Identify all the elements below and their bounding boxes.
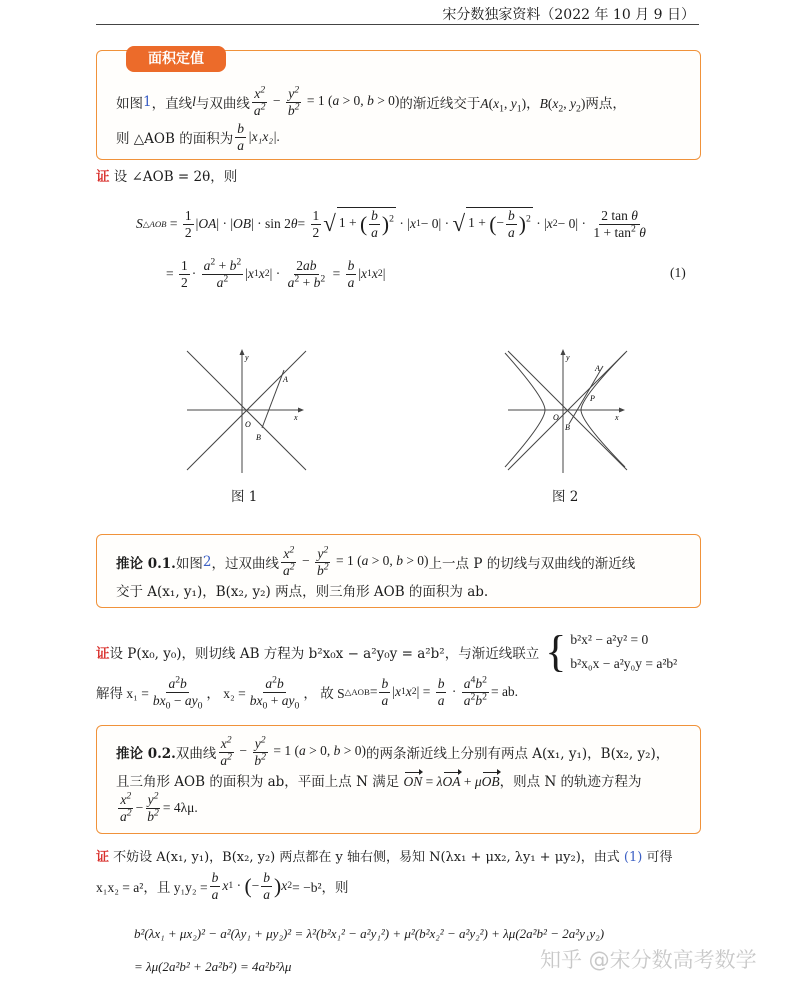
corollary-text: ，则点 N 的轨迹方程为 <box>499 774 642 790</box>
theorem-line-1 <box>116 84 696 120</box>
x-arrow <box>619 408 625 413</box>
point-b-label: B <box>256 433 261 442</box>
origin-label: O <box>553 413 559 422</box>
figure-2-caption: 图 2 <box>552 489 579 505</box>
b-over-a: $\frac{b}{a}$ <box>237 120 244 153</box>
corollary-text: 上一点 P 的切线与双曲线的渐近线 <box>428 556 636 572</box>
x-label: x <box>615 413 619 422</box>
corollary-title: 推论 0.1. <box>116 556 176 572</box>
line-symbol: l <box>192 94 196 109</box>
corollary-text: 的两条渐近线上分别有两点 A(x₁, y₁)，B(x₂, y₂)， <box>365 746 670 762</box>
theorem-text: 与双曲线 <box>195 96 250 112</box>
page-header <box>96 4 699 25</box>
theorem-text: 如图 <box>116 96 143 112</box>
proof-text: 设 P(x₀, y₀)，则切线 AB 方程为 b²x₀x − a²y₀y = a²b²，与渐近线联立 <box>109 646 540 662</box>
proof-text: = ab. <box>490 684 519 699</box>
proof-text: 可得 <box>642 850 673 865</box>
y-arrow <box>240 349 245 355</box>
proof-3-line-2: x₁x₂ = a²，且 y₁y₂ = $\frac{b}{a}$ x 1 · ( − $\frac{b}{a}$ ) x 2 = −b²，则 <box>96 869 349 902</box>
proof-text: = −b²，则 <box>292 880 349 895</box>
area-equation-line-1: S △AOB = $\frac{1}{2}$ | OA | · | OB | · sin 2 θ = $\frac{1}{2}$ √ 1 + ( $\frac{b}{a}$ )$^2$ · | x 1 − 0| · √ 1 + (− $\frac{b}{a}$ )$^2$ · | x 2 − 0| · $\frac{\text{2 tan θ}}{1 + \tan^2 \theta}$ <box>136 207 646 240</box>
box-tab <box>126 46 226 72</box>
point-a-label: A <box>595 364 600 373</box>
tangent-line <box>569 366 603 424</box>
corollary-title: 推论 0.2. <box>116 746 176 762</box>
hyperbola-equation: $\frac{x^2}{a^2}$ − $\frac{y^2}{b^2}$ = 1 (a > 0, b > 0) <box>220 734 366 768</box>
figure-ref-link[interactable]: 2 <box>202 554 212 570</box>
vector-equation: ON = λOA + μOB <box>403 774 500 789</box>
figure-ref-link[interactable]: 1 <box>143 94 152 110</box>
proof-text: 解得 x₁ = <box>96 686 149 701</box>
proof-2-line-2: 解得 x₁ = $\frac{a^2b}{bx_0 - ay_0}$ ， x₂ = $\frac{a^2b}{bx_0 + ay_0}$ ， 故 S △AOB = $\frac{b}{a}$ | x 1 x 2 | = $\frac{b}{a}$ · $\frac{a^4b^2}{a^2b^2}$ = ab. <box>96 674 519 712</box>
corollary-text: ，过双曲线 <box>211 556 279 572</box>
proof-label: 证 <box>96 850 110 865</box>
equation-system: { b²x² − a²y² = 0 b²x₀x − a²y₀y = a²b² <box>545 627 678 676</box>
proof-text: x₁x₂ = a²，且 y₁y₂ = <box>96 880 208 895</box>
system-eq-1: b²x² − a²y² = 0 <box>570 632 649 647</box>
equation-number: (1) <box>670 265 686 280</box>
points-ab: $A(x_1$, $y_1$)，$B(x_2$, $y_2$) <box>480 96 586 115</box>
y-label: y <box>245 353 249 362</box>
x-arrow <box>298 408 304 413</box>
theorem-text: 两点， <box>585 96 626 112</box>
origin-label: O <box>245 420 251 429</box>
system-eq-2: b²x₀x − a²y₀y = a²b² <box>570 656 678 671</box>
line-l <box>262 370 284 428</box>
proof-text: 设 ∠AOB = 2θ，则 <box>109 169 238 185</box>
x-label: x <box>294 413 298 422</box>
proof-text: 不妨设 A(x₁, y₁)，B(x₂, y₂) 两点都在 y 轴右侧，易知 N(λx₁ + μx₂, λy₁ + μy₂)，由式 <box>109 850 624 865</box>
theorem-text: ，直线 <box>151 96 193 112</box>
area-equation-line-2: = $\frac{1}{2}$ · $\frac{a^2 + b^2}{a^2}$ | x 1 x 2 | · $\frac{2ab}{a^2 + b^2}$ = $\frac{b}{a}$ | x 1 x 2 | <box>166 256 386 290</box>
figure-2 <box>503 348 633 478</box>
proof-text: = <box>369 684 378 699</box>
corollary-0-1-line-1 <box>116 544 696 580</box>
proof-3-line-1 <box>96 846 672 865</box>
proof-3-equation-2: = λμ(2a²b² + 2a²b²) = 4a²b²λμ <box>134 959 292 974</box>
proof-text: ， 故 S <box>303 686 345 701</box>
corollary-text: 如图 <box>175 556 203 572</box>
proof-label: 证 <box>96 169 110 185</box>
theorem-line-2 <box>116 120 696 154</box>
equation-ref-link[interactable]: (1) <box>623 850 643 865</box>
proof-text: ， x₂ = <box>206 686 246 701</box>
theorem-text: 则 △AOB 的面积为 <box>116 131 234 147</box>
corollary-0-2-line-2 <box>116 770 642 790</box>
point-b-label: B <box>565 423 570 432</box>
point-a-label: A <box>283 375 288 384</box>
corollary-0-2-line-1 <box>116 734 696 770</box>
locus-equation: = 4λμ. <box>162 800 198 815</box>
y-label: y <box>566 353 570 362</box>
theorem-text: 的渐近线交于 <box>399 96 481 112</box>
y-arrow <box>561 349 566 355</box>
proof-3-equation-1: b²(λx₁ + μx₂)² − a²(λy₁ + μy₂)² = λ²(b²x₁² − a²y₁²) + μ²(b²x₂² − a²y₂²) + λμ(2a²b² − 2a²y₁y₂) <box>134 926 605 941</box>
box-tab-label: 面积定值 <box>148 51 204 67</box>
corollary-text: 双曲线 <box>175 746 217 762</box>
figure-1-caption: 图 1 <box>231 489 258 505</box>
header-text: 宋分数独家资料（2022 年 10 月 9 日） <box>442 7 695 23</box>
corollary-0-1-line-2: 交于 A(x₁, y₁)，B(x₂, y₂) 两点，则三角形 AOB 的面积为 ab. <box>116 584 489 600</box>
zhihu-watermark: 知乎 @宋分数高考数学 <box>540 948 757 972</box>
point-p-label: P <box>590 394 595 403</box>
hyperbola-equation: $\frac{x^2}{a^2}$ − $\frac{y^2}{b^2}$ = 1 (a > 0, b > 0) <box>253 84 400 118</box>
corollary-text: 且三角形 AOB 的面积为 ab，平面上点 N 满足 <box>116 774 404 790</box>
proof-2-line-1 <box>96 627 701 676</box>
hyperbola-equation: $\frac{x^2}{a^2}$ − $\frac{y^2}{b^2}$ = 1 (a > 0, b > 0) <box>282 544 429 578</box>
corollary-0-2-line-3: $\frac{x^2}{a^2}$ − $\frac{y^2}{b^2}$ = 4λμ. <box>120 790 198 824</box>
proof-1-intro <box>96 165 237 185</box>
proof-label: 证 <box>96 646 110 662</box>
figure-1 <box>182 348 312 478</box>
theorem-text: |x₁x₂|. <box>247 129 281 144</box>
